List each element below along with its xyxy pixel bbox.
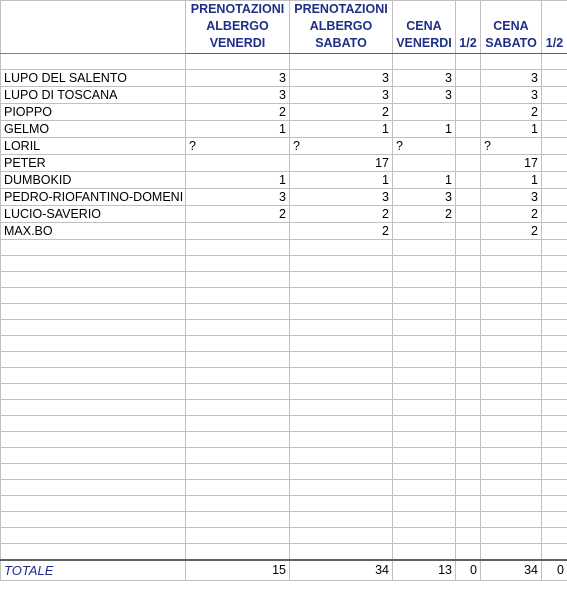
table-row (1, 87, 567, 104)
cell[interactable] (542, 352, 567, 368)
alb_ven-cell[interactable]: 3 (186, 189, 290, 206)
cell[interactable] (456, 288, 481, 304)
name-cell[interactable]: DUMBOKID (1, 172, 186, 189)
cell[interactable] (542, 448, 567, 464)
cena_ven-cell[interactable] (393, 104, 456, 121)
cell[interactable] (393, 528, 456, 544)
total-half1[interactable]: 0 (456, 560, 481, 581)
cell[interactable] (456, 480, 481, 496)
spacer-row (1, 54, 567, 70)
cell[interactable] (290, 464, 393, 480)
empty-row (1, 384, 567, 400)
empty-row (1, 416, 567, 432)
cell[interactable] (290, 544, 393, 560)
header-cena-venerdi[interactable] (393, 1, 456, 54)
alb_ven-cell[interactable] (186, 155, 290, 172)
cell[interactable] (186, 352, 290, 368)
cell[interactable] (481, 512, 542, 528)
half2-cell[interactable] (542, 189, 567, 206)
empty-row (1, 528, 567, 544)
cell[interactable] (186, 304, 290, 320)
cell[interactable] (1, 400, 186, 416)
cell[interactable] (456, 400, 481, 416)
cell[interactable] (481, 336, 542, 352)
cell[interactable] (456, 384, 481, 400)
cell[interactable] (186, 432, 290, 448)
cell[interactable] (542, 416, 567, 432)
cell[interactable] (290, 432, 393, 448)
cell[interactable] (186, 272, 290, 288)
cell[interactable] (186, 54, 290, 70)
cell[interactable] (290, 368, 393, 384)
empty-row (1, 512, 567, 528)
cell[interactable] (481, 304, 542, 320)
cell[interactable] (290, 304, 393, 320)
cell[interactable] (481, 384, 542, 400)
cell[interactable] (186, 384, 290, 400)
cell[interactable] (481, 448, 542, 464)
half1-cell[interactable] (456, 70, 481, 87)
header-text: 1/2 (459, 36, 477, 50)
alb_sab-cell[interactable]: ? (290, 138, 393, 155)
cena_ven-cell[interactable]: 1 (393, 121, 456, 138)
cell[interactable] (290, 512, 393, 528)
total-half2[interactable]: 0 (542, 560, 567, 581)
cell[interactable] (393, 240, 456, 256)
cell[interactable] (542, 384, 567, 400)
cell[interactable] (542, 320, 567, 336)
alb_sab-cell[interactable]: 3 (290, 70, 393, 87)
cell[interactable] (542, 528, 567, 544)
cell[interactable] (393, 480, 456, 496)
cell[interactable] (456, 432, 481, 448)
cell[interactable] (186, 320, 290, 336)
cell[interactable] (186, 368, 290, 384)
cell[interactable] (1, 464, 186, 480)
cell[interactable] (290, 256, 393, 272)
cena_sab-cell[interactable]: 3 (481, 70, 542, 87)
cell[interactable] (481, 272, 542, 288)
cell[interactable] (456, 416, 481, 432)
cell[interactable] (1, 272, 186, 288)
cell[interactable] (290, 54, 393, 70)
header-text: PRENOTAZIONI (294, 2, 388, 16)
cena_sab-cell[interactable]: 2 (481, 206, 542, 223)
cena_ven-cell[interactable] (393, 155, 456, 172)
half2-cell[interactable] (542, 104, 567, 121)
cell[interactable] (186, 288, 290, 304)
half2-cell[interactable] (542, 138, 567, 155)
cell[interactable] (290, 320, 393, 336)
half2-cell[interactable] (542, 172, 567, 189)
table-row (1, 189, 567, 206)
half1-cell[interactable] (456, 104, 481, 121)
alb_ven-cell[interactable]: 2 (186, 206, 290, 223)
cell[interactable] (186, 400, 290, 416)
alb_sab-cell[interactable]: 1 (290, 121, 393, 138)
empty-row (1, 256, 567, 272)
cell[interactable] (393, 416, 456, 432)
cell[interactable] (542, 432, 567, 448)
table-row (1, 172, 567, 189)
cell[interactable] (456, 448, 481, 464)
alb_ven-cell[interactable]: ? (186, 138, 290, 155)
cell[interactable] (290, 240, 393, 256)
half2-cell[interactable] (542, 206, 567, 223)
cell[interactable] (456, 464, 481, 480)
cell[interactable] (1, 288, 186, 304)
cell[interactable] (393, 256, 456, 272)
cena_sab-cell[interactable]: 17 (481, 155, 542, 172)
alb_sab-cell[interactable]: 2 (290, 206, 393, 223)
alb_sab-cell[interactable]: 17 (290, 155, 393, 172)
empty-row (1, 272, 567, 288)
name-cell[interactable]: LUPO DEL SALENTO (1, 70, 186, 87)
cell[interactable] (1, 480, 186, 496)
cell[interactable] (186, 416, 290, 432)
half1-cell[interactable] (456, 121, 481, 138)
cell[interactable] (542, 544, 567, 560)
cena_sab-cell[interactable]: 2 (481, 223, 542, 240)
table-row (1, 206, 567, 223)
cell[interactable] (481, 288, 542, 304)
header-text: VENERDI (209, 36, 266, 50)
cell[interactable] (186, 464, 290, 480)
empty-row (1, 320, 567, 336)
cell[interactable] (542, 272, 567, 288)
total-label[interactable]: TOTALE (1, 560, 186, 581)
cell[interactable] (456, 496, 481, 512)
header-albergo-sabato[interactable] (290, 1, 393, 54)
cell[interactable] (542, 496, 567, 512)
half1-cell[interactable] (456, 155, 481, 172)
table-row (1, 155, 567, 172)
cell[interactable] (1, 384, 186, 400)
alb_ven-cell[interactable]: 3 (186, 87, 290, 104)
half1-cell[interactable] (456, 189, 481, 206)
cell[interactable] (542, 304, 567, 320)
cell[interactable] (481, 54, 542, 70)
cell[interactable] (481, 368, 542, 384)
header-text: CENA (406, 19, 442, 33)
empty-row (1, 304, 567, 320)
cell[interactable] (186, 256, 290, 272)
cell[interactable] (186, 240, 290, 256)
header-text: VENERDI (396, 36, 452, 50)
cell[interactable] (456, 272, 481, 288)
cena_sab-cell[interactable]: 3 (481, 87, 542, 104)
cell[interactable] (1, 432, 186, 448)
cell[interactable] (290, 448, 393, 464)
alb_sab-cell[interactable]: 3 (290, 189, 393, 206)
cell[interactable] (290, 400, 393, 416)
cell[interactable] (542, 512, 567, 528)
alb_sab-cell[interactable]: 2 (290, 104, 393, 121)
cell[interactable] (456, 240, 481, 256)
cell[interactable] (186, 448, 290, 464)
cell[interactable] (1, 304, 186, 320)
cell[interactable] (542, 240, 567, 256)
cena_ven-cell[interactable]: 2 (393, 206, 456, 223)
header-half-2[interactable] (542, 1, 567, 54)
cell[interactable] (1, 512, 186, 528)
name-cell[interactable]: LORIL (1, 138, 186, 155)
cell[interactable] (481, 320, 542, 336)
cell[interactable] (456, 256, 481, 272)
cell[interactable] (393, 352, 456, 368)
alb_ven-cell[interactable]: 1 (186, 121, 290, 138)
half2-cell[interactable] (542, 70, 567, 87)
cell[interactable] (456, 336, 481, 352)
alb_ven-cell[interactable]: 2 (186, 104, 290, 121)
cell[interactable] (290, 288, 393, 304)
empty-row (1, 352, 567, 368)
cell[interactable] (456, 304, 481, 320)
cell[interactable] (456, 368, 481, 384)
total-alb_ven[interactable]: 15 (186, 560, 290, 581)
cell[interactable] (456, 320, 481, 336)
cell[interactable] (290, 352, 393, 368)
empty-row (1, 544, 567, 560)
cell[interactable] (481, 464, 542, 480)
cell[interactable] (186, 496, 290, 512)
empty-row (1, 496, 567, 512)
cell[interactable] (542, 400, 567, 416)
cell[interactable] (186, 480, 290, 496)
cell[interactable] (186, 336, 290, 352)
cell[interactable] (1, 240, 186, 256)
empty-row (1, 432, 567, 448)
cell[interactable] (393, 304, 456, 320)
cell[interactable] (481, 352, 542, 368)
header-text: SABATO (485, 36, 537, 50)
half1-cell[interactable] (456, 206, 481, 223)
cell[interactable] (1, 528, 186, 544)
cell[interactable] (290, 272, 393, 288)
half1-cell[interactable] (456, 172, 481, 189)
cena_sab-cell[interactable]: ? (481, 138, 542, 155)
cell[interactable] (542, 336, 567, 352)
cena_ven-cell[interactable]: ? (393, 138, 456, 155)
cell[interactable] (290, 336, 393, 352)
empty-row (1, 464, 567, 480)
cell[interactable] (542, 480, 567, 496)
cell[interactable] (393, 432, 456, 448)
cena_ven-cell[interactable]: 1 (393, 172, 456, 189)
cell[interactable] (393, 464, 456, 480)
empty-row (1, 336, 567, 352)
cell[interactable] (393, 544, 456, 560)
name-cell[interactable]: LUPO DI TOSCANA (1, 87, 186, 104)
cell[interactable] (393, 448, 456, 464)
header-text: ALBERGO (206, 19, 269, 33)
table-row (1, 104, 567, 121)
cena_ven-cell[interactable]: 3 (393, 189, 456, 206)
alb_sab-cell[interactable]: 3 (290, 87, 393, 104)
cell[interactable] (542, 368, 567, 384)
cell[interactable] (290, 528, 393, 544)
half2-cell[interactable] (542, 121, 567, 138)
cell[interactable] (393, 496, 456, 512)
cena_ven-cell[interactable]: 3 (393, 87, 456, 104)
table-row (1, 121, 567, 138)
alb_ven-cell[interactable]: 3 (186, 70, 290, 87)
cell[interactable] (393, 400, 456, 416)
cell[interactable] (1, 496, 186, 512)
name-cell[interactable]: GELMO (1, 121, 186, 138)
cell[interactable] (290, 480, 393, 496)
table-row (1, 223, 567, 240)
cena_sab-cell[interactable]: 2 (481, 104, 542, 121)
empty-row (1, 400, 567, 416)
alb_ven-cell[interactable] (186, 223, 290, 240)
half2-cell[interactable] (542, 155, 567, 172)
cell[interactable] (542, 54, 567, 70)
cell[interactable] (1, 320, 186, 336)
header-text: CENA (493, 19, 529, 33)
cell[interactable] (481, 400, 542, 416)
cell[interactable] (481, 240, 542, 256)
cell[interactable] (290, 496, 393, 512)
cell[interactable] (290, 384, 393, 400)
cell[interactable] (481, 496, 542, 512)
half2-cell[interactable] (542, 223, 567, 240)
empty-row (1, 480, 567, 496)
cell[interactable] (481, 432, 542, 448)
header-cena-sabato[interactable] (481, 1, 542, 54)
cell[interactable] (456, 54, 481, 70)
cell[interactable] (456, 528, 481, 544)
cena_ven-cell[interactable] (393, 223, 456, 240)
header-half-1[interactable] (456, 1, 481, 54)
cell[interactable] (1, 368, 186, 384)
table-row (1, 138, 567, 155)
total-cena_ven[interactable]: 13 (393, 560, 456, 581)
cell[interactable] (393, 384, 456, 400)
cell[interactable] (542, 256, 567, 272)
half1-cell[interactable] (456, 138, 481, 155)
name-cell[interactable]: LUCIO-SAVERIO (1, 206, 186, 223)
cell[interactable] (186, 544, 290, 560)
empty-row (1, 240, 567, 256)
cell[interactable] (481, 256, 542, 272)
cell[interactable] (186, 512, 290, 528)
header-row (1, 1, 567, 54)
name-cell[interactable]: MAX.BO (1, 223, 186, 240)
header-text: 1/2 (545, 36, 564, 50)
cell[interactable] (393, 512, 456, 528)
cell[interactable] (1, 544, 186, 560)
half1-cell[interactable] (456, 223, 481, 240)
cell[interactable] (456, 544, 481, 560)
cell[interactable] (481, 480, 542, 496)
cell[interactable] (1, 416, 186, 432)
half2-cell[interactable] (542, 87, 567, 104)
cell[interactable] (1, 54, 186, 70)
table-row (1, 70, 567, 87)
total-alb_sab[interactable]: 34 (290, 560, 393, 581)
alb_sab-cell[interactable]: 2 (290, 223, 393, 240)
cena_sab-cell[interactable]: 1 (481, 172, 542, 189)
name-cell[interactable]: PEDRO-RIOFANTINO-DOMENI (1, 189, 186, 206)
cell[interactable] (1, 256, 186, 272)
header-albergo-venerdi[interactable] (186, 1, 290, 54)
header-text: ALBERGO (309, 19, 373, 33)
cell[interactable] (393, 320, 456, 336)
cell[interactable] (456, 512, 481, 528)
header-name-cell[interactable] (1, 1, 186, 54)
cell[interactable] (542, 464, 567, 480)
cell[interactable] (393, 336, 456, 352)
totals-row (1, 560, 567, 581)
cell[interactable] (481, 528, 542, 544)
alb_ven-cell[interactable]: 1 (186, 172, 290, 189)
cell[interactable] (481, 544, 542, 560)
cell[interactable] (1, 336, 186, 352)
cena_sab-cell[interactable]: 3 (481, 189, 542, 206)
cena_ven-cell[interactable]: 3 (393, 70, 456, 87)
cell[interactable] (481, 416, 542, 432)
cena_sab-cell[interactable]: 1 (481, 121, 542, 138)
cell[interactable] (1, 448, 186, 464)
cell[interactable] (393, 368, 456, 384)
cell[interactable] (456, 352, 481, 368)
empty-row (1, 288, 567, 304)
cell[interactable] (393, 54, 456, 70)
total-cena_sab[interactable]: 34 (481, 560, 542, 581)
cell[interactable] (186, 528, 290, 544)
name-cell[interactable]: PIOPPO (1, 104, 186, 121)
cell[interactable] (393, 288, 456, 304)
alb_sab-cell[interactable]: 1 (290, 172, 393, 189)
half1-cell[interactable] (456, 87, 481, 104)
cell[interactable] (290, 416, 393, 432)
cell[interactable] (542, 288, 567, 304)
cell[interactable] (1, 352, 186, 368)
header-text: PRENOTAZIONI (190, 2, 285, 16)
empty-row (1, 368, 567, 384)
name-cell[interactable]: PETER (1, 155, 186, 172)
empty-row (1, 448, 567, 464)
cell[interactable] (393, 272, 456, 288)
header-text: SABATO (315, 36, 367, 50)
